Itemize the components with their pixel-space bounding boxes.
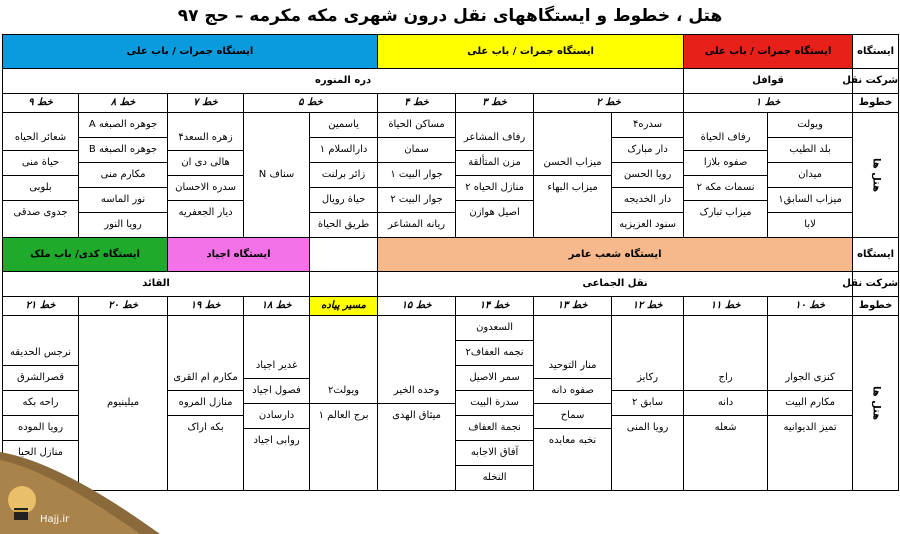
hotel-cell <box>244 316 310 491</box>
hotel-name: آفاق الاجابه <box>456 441 533 466</box>
hotel-name: نرجس الحدیقه <box>3 341 78 366</box>
hotel-cell <box>534 113 612 238</box>
hotel-cell <box>244 113 310 238</box>
hotel-cell <box>168 316 244 491</box>
hotel-name: حیاة رویال <box>310 188 377 213</box>
line-label: خط ۸ <box>79 94 168 113</box>
station-label: ایستگاه <box>853 238 899 272</box>
empty-cell <box>310 272 378 297</box>
line-label: خط ۲۱ <box>3 297 79 316</box>
hotel-name: جوهره الصبغه A <box>79 113 167 138</box>
hotel-name: میزاب تبارک <box>699 206 752 218</box>
hotel-cell <box>310 316 378 491</box>
hotel-name: دار الخدیجه <box>612 188 683 213</box>
hotel-name: لابا <box>804 219 816 230</box>
hotel-name: منازل الحیا <box>18 447 64 458</box>
hotel-name: قصرالشرق <box>3 366 78 391</box>
hotel-cell <box>79 113 168 238</box>
hotel-name: صفوه بلازا <box>684 151 767 176</box>
hotel-cell <box>310 113 378 238</box>
hotel-cell <box>456 113 534 238</box>
hotel-name: شعله <box>714 422 737 433</box>
hotels-label: هتل ها <box>853 113 899 238</box>
hotel-name: زائر برلنت <box>310 163 377 188</box>
hotel-name: نخبه معابده <box>548 434 597 446</box>
hotel-name: دارالسلام ۱ <box>310 138 377 163</box>
hotel-name: مکارم البیت <box>768 391 852 416</box>
hotel-name: تمیز الدیوانیه <box>783 422 837 433</box>
hotel-name: حیاة منی <box>3 151 78 176</box>
line-label: خط ۴ <box>378 94 456 113</box>
hotel-name: رفاف المشاعر <box>456 126 533 151</box>
line-label: خط ۵ <box>244 94 378 113</box>
hajj-logo <box>0 452 160 534</box>
hotel-name: جوهره الصبغه B <box>79 138 167 163</box>
hotel-name: اصیل هوازن <box>469 206 520 218</box>
hotel-cell <box>684 113 768 238</box>
hotel-cell <box>684 316 768 491</box>
hotel-cell <box>768 316 853 491</box>
hotel-name: سدره۴ <box>612 113 683 138</box>
hotel-name: سمر الاصیل <box>456 366 533 391</box>
bottom-station-1: ایستگاه شعب عامر <box>378 238 853 272</box>
station-label: ایستگاه <box>853 35 899 69</box>
hotel-name: یاسمین <box>310 113 377 138</box>
hotel-name: هالی دی ان <box>168 151 243 176</box>
walking-route-label: مسیر پیاده <box>310 297 378 316</box>
hotel-name: رویا المنی <box>626 422 669 433</box>
hotel-name: نجمه العفاف۲ <box>456 341 533 366</box>
top-station-2: ایستگاه جمرات / باب علی <box>378 35 684 69</box>
top-station-1: ایستگاه جمرات / باب علی <box>684 35 853 69</box>
hotel-name: میلینیوم <box>106 397 140 408</box>
hotel-name: سماح <box>534 404 611 429</box>
hotel-name: بلوبی <box>3 176 78 201</box>
hotel-name: زهره السعد۴ <box>168 126 243 151</box>
hotel-name: بلد الطیب <box>768 138 852 163</box>
line-label: خط ۱۱ <box>684 297 768 316</box>
hotel-name: منازل الحیاه ۲ <box>456 176 533 201</box>
line-label: خط ۱ <box>684 94 853 113</box>
hotel-cell <box>378 316 456 491</box>
hotel-name: نجمة العفاف <box>456 416 533 441</box>
line-label: خط ۱۵ <box>378 297 456 316</box>
hotel-name: سدرة البیت <box>456 391 533 416</box>
bottom-station-3: ایستگاه کدی/ باب ملک <box>3 238 168 272</box>
hotel-name: راج <box>684 366 767 391</box>
line-label: خط ۱۸ <box>244 297 310 316</box>
hotel-name: ویولت۲ <box>310 379 377 404</box>
hotel-cell <box>456 316 534 491</box>
hotel-cell <box>612 316 684 491</box>
hotel-cell <box>378 113 456 238</box>
bottom-company-1: نقل الجماعی <box>378 272 853 297</box>
transport-table <box>2 34 899 491</box>
hotel-name: رویا الموده <box>3 416 78 441</box>
hotel-name: میثاق الهدی <box>392 409 441 421</box>
line-label: خط ۱۹ <box>168 297 244 316</box>
empty-cell <box>310 238 378 272</box>
hotel-name: النخله <box>482 472 507 483</box>
hotel-name: منازل المروه <box>168 391 243 416</box>
hotel-name: صفوه دانه <box>534 379 611 404</box>
line-label: خط ۲ <box>534 94 684 113</box>
line-label: خط ۱۳ <box>534 297 612 316</box>
hotel-name: میزاب الحسن <box>534 151 611 176</box>
hotel-name: غدیر اجیاد <box>244 354 309 379</box>
hotel-name: نور الماسه <box>79 188 167 213</box>
line-label: خط ۹ <box>3 94 79 113</box>
hotel-name: سمان <box>378 138 455 163</box>
hotel-name: میزاب البهاء <box>547 181 598 193</box>
page-title: هتل ، خطوط و ایستگاههای نقل درون شهری مکه مکرمه – حج ۹۷ <box>177 6 723 26</box>
line-label: خط ۱۴ <box>456 297 534 316</box>
logo-text: Hajj.ir <box>40 514 70 525</box>
hotel-name: سناف N <box>258 169 295 180</box>
line-label: خط ۳ <box>456 94 534 113</box>
hotel-name: رکایز <box>612 366 683 391</box>
line-label: خط ۲۰ <box>79 297 168 316</box>
hotel-name: جوار البیت ۱ <box>378 163 455 188</box>
line-label: خط ۱۲ <box>612 297 684 316</box>
hotel-name: جدوی صدقی <box>13 206 68 218</box>
hotel-name: میدان <box>768 163 852 188</box>
hotel-name: دیار الجعفریه <box>178 206 233 218</box>
hotel-name: نسمات مکه ۲ <box>684 176 767 201</box>
hotel-name: مکارم ام القری <box>168 366 243 391</box>
top-station-3: ایستگاه جمرات / باب علی <box>3 35 378 69</box>
hotel-name: میزاب السابق۱ <box>768 188 852 213</box>
hotel-name: رویا الحسن <box>612 163 683 188</box>
hotel-name: وحده الخیر <box>378 379 455 404</box>
hotel-cell <box>3 113 79 238</box>
top-company-2: دره المنوره <box>3 69 684 94</box>
company-label: شرکت نقل <box>853 272 899 297</box>
hotel-name: ویولت <box>768 113 852 138</box>
company-label: شرکت نقل <box>853 69 899 94</box>
hotel-name: شعائر الحیاه <box>3 126 78 151</box>
bottom-company-2: القائد <box>3 272 310 297</box>
hotel-cell <box>612 113 684 238</box>
hotel-name: دار مبارک <box>612 138 683 163</box>
hotel-name: روابی اجیاد <box>253 434 300 446</box>
line-label: خط ۱۰ <box>768 297 853 316</box>
hotel-cell <box>534 316 612 491</box>
hotel-name: دانه <box>684 391 767 416</box>
hotel-name: جوار البیت ۲ <box>378 188 455 213</box>
hotel-cell <box>168 113 244 238</box>
hotel-name: ریانه المشاعر <box>388 219 446 230</box>
hotel-name: مساکن الحیاة <box>378 113 455 138</box>
lines-label: خطوط <box>853 94 899 113</box>
hotel-name: کنزی الجوار <box>768 366 852 391</box>
line-label: خط ۷ <box>168 94 244 113</box>
hotel-name: فصول اجیاد <box>244 379 309 404</box>
hotel-name: مکارم منی <box>79 163 167 188</box>
hotel-name: رفاف الحیاة <box>684 126 767 151</box>
hotel-cell <box>768 113 853 238</box>
bottom-station-2: ایستگاه اجیاد <box>168 238 310 272</box>
hotels-label: هتل ها <box>853 316 899 491</box>
lines-label: خطوط <box>853 297 899 316</box>
hotel-name: سدره الاحسان <box>168 176 243 201</box>
hotel-name: راحه بکه <box>3 391 78 416</box>
hotel-name: مزن المتألقة <box>456 151 533 176</box>
hotel-name: سابق ۲ <box>612 391 683 416</box>
hotel-name: دارسادن <box>244 404 309 429</box>
hotel-name: السعدون <box>456 316 533 341</box>
hotel-name: منار التوحید <box>534 354 611 379</box>
top-company-1: قوافل <box>684 69 853 94</box>
hotel-name: برج العالم ۱ <box>318 409 369 421</box>
hotel-name: سنود العزیزیه <box>619 219 676 230</box>
hotel-name: بکه اراک <box>187 422 224 433</box>
hotel-name: طریق الحیاة <box>317 219 370 230</box>
hotel-name: رویا النور <box>104 219 142 230</box>
logo-swoosh-icon <box>0 452 160 534</box>
